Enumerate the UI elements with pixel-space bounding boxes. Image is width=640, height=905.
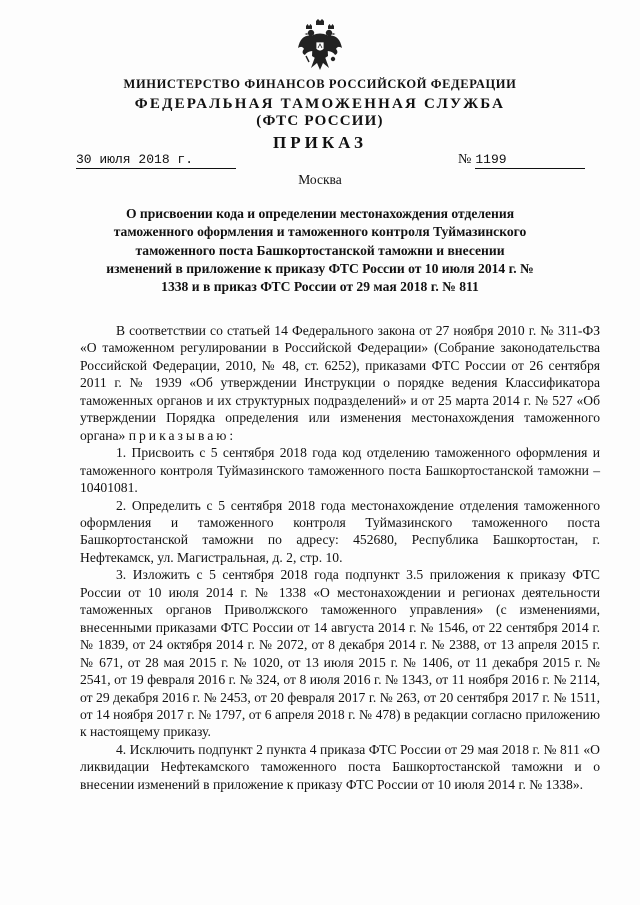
russian-coat-of-arms-icon <box>297 18 343 74</box>
ministry-name: МИНИСТЕРСТВО ФИНАНСОВ РОССИЙСКОЙ ФЕДЕРАЦИИ <box>123 77 517 91</box>
document-body <box>80 322 600 793</box>
document-type: ПРИКАЗ <box>273 133 367 152</box>
preamble-text: В соответствии со статьей 14 Федерального закона от 27 ноября 2010 г. № 311-ФЗ «О таможенном регулировании в Российской Федерации» (Собрание законодательства Российской Федерации, 2010, № 48, ст. 6252), приказами ФТС России от 26 сентября 2011 г. № 1939 «Об утверждении Инструкции о порядке ведения Классификатора таможенных органов и их структурных подразделений» и от 25 марта 2014 г. № 527 «Об утверждении Порядка определения или изменения местонахождения таможенного органа» <box>80 323 600 443</box>
service-short-name: (ФТС РОССИИ) <box>256 113 384 129</box>
item-paragraph-1: 1. Присвоить с 5 сентября 2018 года код отделению таможенного оформления и таможенного контроля Туймазинского таможенного поста Башкортостанской таможни – 10401081. <box>80 445 600 496</box>
preamble-paragraph <box>80 322 600 444</box>
document-title: О присвоении кода и определении местонахождения отделения таможенного оформления и таможенного контроля Туймазинского таможенного поста Башкортостанской таможни и внесении изменений в приложение к приказу ФТС России от 10 июля 2014 г. № 1338 и в приказ ФТС России от 29 мая 2018 г. № 811 <box>106 206 534 295</box>
directive-word: приказываю: <box>128 427 237 443</box>
service-name: ФЕДЕРАЛЬНАЯ ТАМОЖЕННАЯ СЛУЖБА <box>134 96 506 112</box>
number-value: 1199 <box>475 151 585 169</box>
item-paragraph-4: 4. Исключить подпункт 2 пункта 4 приказа ФТС России от 29 мая 2018 г. № 811 «О ликвидации Нефтекамского таможенного поста Башкортостанской таможни и о внесении изменений в приложение к приказу ФТС России от 10 июля 2014 г. № 1338». <box>80 741 600 792</box>
document-city: Москва <box>298 172 342 187</box>
document-date: 30 июля 2018 г. <box>76 151 236 169</box>
number-sign: № <box>458 152 472 167</box>
document-number <box>458 151 602 169</box>
item-paragraph-2: 2. Определить с 5 сентября 2018 года местонахождение отделения таможенного оформления и таможенного контроля Туймазинского таможенного поста Башкортостанской таможни по адресу: 452680, Республика Башкортостан, г. Нефтекамск, ул. Магистральная, д. 2, стр. 10. <box>80 497 600 565</box>
item-paragraph-3: 3. Изложить с 5 сентября 2018 года подпункт 3.5 приложения к приказу ФТС России от 10 июля 2014 г. № 1338 «О местонахождении и регионах деятельности таможенных органов Приволжского таможенного управления» (с изменениями, внесенными приказами ФТС России от 14 августа 2014 г. № 1546, от 22 сентября 2014 г. № 1839, от 24 октября 2014 г. № 2072, от 8 декабря 2014 г. № 2388, от 13 апреля 2015 г. № 671, от 28 мая 2015 г. № 1020, от 13 июля 2015 г. № 1406, от 11 декабря 2015 г. № 2541, от 19 февраля 2016 г. № 324, от 8 июля 2016 г. № 1343, от 11 ноября 2016 г. № 2114, от 29 декабря 2016 г. № 2453, от 20 февраля 2017 г. № 263, от 20 сентября 2017 г. № 1511, от 14 ноября 2017 г. № 1797, от 6 апреля 2018 г. № 478) в редакции согласно приложению к настоящему приказу. <box>80 567 600 740</box>
